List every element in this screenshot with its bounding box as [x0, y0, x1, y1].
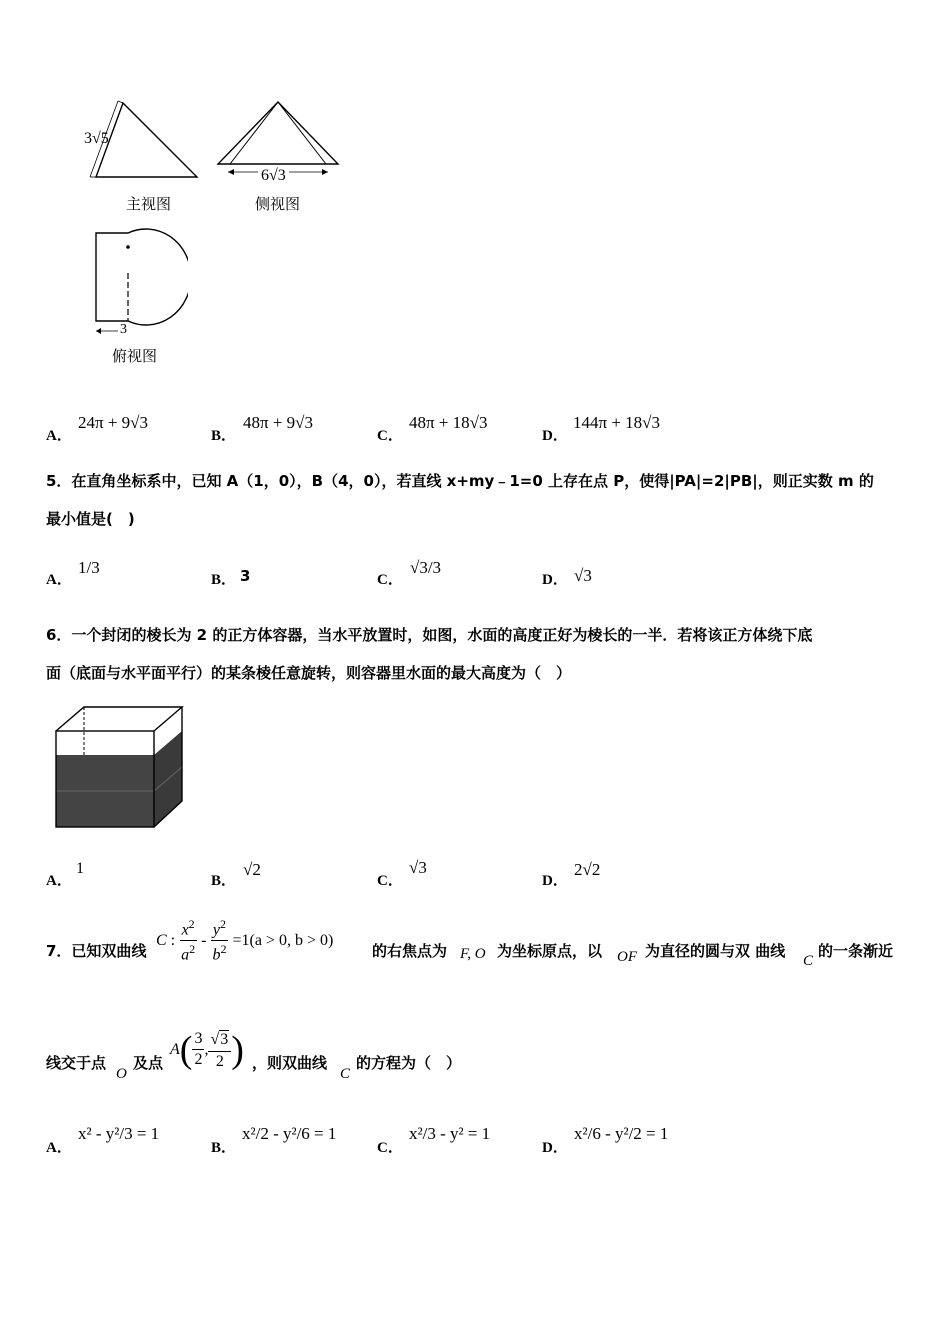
side-view-dimension: 6√3 [258, 167, 289, 185]
q7-text-4: 的一条渐近 [818, 942, 894, 960]
q4-option-c-label[interactable]: C． [377, 428, 403, 444]
q7-line2-d: 的方程为（ ） [356, 1054, 462, 1072]
q7-point-a: A ( $\frac{3}{2}$ , $\frac{√3}{2}$ ) [170, 1028, 244, 1071]
q7-option-d-label[interactable]: D． [542, 1140, 568, 1156]
q7-line2-a: 线交于点 [46, 1054, 107, 1072]
front-view-label: 主视图 [126, 195, 172, 213]
q6-option-d-value: 2√2 [574, 860, 601, 879]
q7-option-d-value: x²/6 - y²/2 = 1 [574, 1124, 669, 1143]
q7-option-c-label[interactable]: C． [377, 1140, 403, 1156]
top-view-figure [88, 225, 188, 340]
q7-hyperbola-equation: C : $\frac{x^2}{a^2}$ - $\frac{y^2}{b^2}$ =1 (a > 0, b > 0) [156, 917, 334, 964]
q6-option-c-value: √3 [409, 858, 427, 877]
q7-text-2: 为坐标原点，以 [497, 942, 603, 960]
q5-option-b-label[interactable]: B． [211, 572, 237, 588]
side-view-label: 侧视图 [255, 195, 301, 213]
top-view-label: 俯视图 [112, 347, 158, 365]
cube-water-figure [52, 703, 187, 833]
q7-line2-b: 及点 [133, 1054, 164, 1072]
q7-text-3: 为直径的圆与双 曲线 [645, 942, 786, 960]
q4-option-c-value: 48π + 18√3 [409, 413, 488, 432]
q4-option-a-label[interactable]: A． [46, 428, 72, 444]
q7-curve-name: C [156, 931, 167, 949]
q5-option-d-value: √3 [574, 566, 592, 585]
q5-option-c-label[interactable]: C． [377, 572, 403, 588]
q4-option-b-label[interactable]: B． [211, 428, 237, 444]
q6-option-a-value: 1 [76, 860, 84, 877]
side-view-figure [214, 98, 342, 178]
q7-text-1: 的右焦点为 [372, 942, 448, 960]
top-view-dimension: 3 [120, 322, 127, 337]
q6-option-c-label[interactable]: C． [377, 873, 403, 889]
q7-line2-c: ，则双曲线 [252, 1054, 328, 1072]
q7-curve-c1: C [803, 953, 814, 969]
q7-point-a-name: A [170, 1040, 180, 1058]
q6-stem-line1: 6．一个封闭的棱长为 2 的正方体容器，当水平放置时，如图，水面的高度正好为棱长的一半．若将该正方体绕下底 [46, 626, 813, 644]
q7-point-o: O [116, 1066, 127, 1082]
q4-option-a-value: 24π + 9√3 [78, 413, 149, 432]
q6-option-b-value: √2 [243, 860, 261, 879]
q5-option-a-label[interactable]: A． [46, 572, 72, 588]
q7-condition: (a > 0, b > 0) [249, 931, 334, 949]
q7-curve-c2: C [340, 1066, 351, 1082]
q6-stem-line2: 面（底面与水平面平行）的某条棱任意旋转，则容器里水面的最大高度为（ ） [46, 664, 572, 682]
q6-option-d-label[interactable]: D． [542, 873, 568, 889]
q5-option-d-label[interactable]: D． [542, 572, 568, 588]
q5-option-b-value: 3 [240, 567, 251, 585]
q7-of: OF [617, 949, 637, 965]
q5-stem-line2: 最小值是( ) [46, 510, 135, 528]
q6-option-b-label[interactable]: B． [211, 873, 237, 889]
q7-option-b-value: x²/2 - y²/6 = 1 [242, 1124, 337, 1143]
q5-option-a-value: 1/3 [78, 558, 100, 577]
q4-option-b-value: 48π + 9√3 [243, 413, 314, 432]
q7-option-c-value: x²/3 - y² = 1 [409, 1124, 491, 1143]
front-view-dimension: 3√5 [84, 130, 109, 147]
q5-option-c-value: √3/3 [410, 558, 442, 577]
q7-option-a-value: x² - y²/3 = 1 [78, 1124, 160, 1143]
q4-option-d-label[interactable]: D． [542, 428, 568, 444]
q7-f-o: F, O [460, 946, 486, 962]
q4-option-d-value: 144π + 18√3 [573, 413, 661, 432]
q6-option-a-label[interactable]: A． [46, 873, 72, 889]
q7-option-a-label[interactable]: A． [46, 1140, 72, 1156]
q7-prefix: 7．已知双曲线 [46, 942, 147, 960]
q7-option-b-label[interactable]: B． [211, 1140, 237, 1156]
q5-stem-line1: 5．在直角坐标系中，已知 A（1，0），B（4，0），若直线 x+my﹣1=0 上存在点 P，使得|PA|=2|PB|，则正实数 m 的 [46, 472, 874, 490]
